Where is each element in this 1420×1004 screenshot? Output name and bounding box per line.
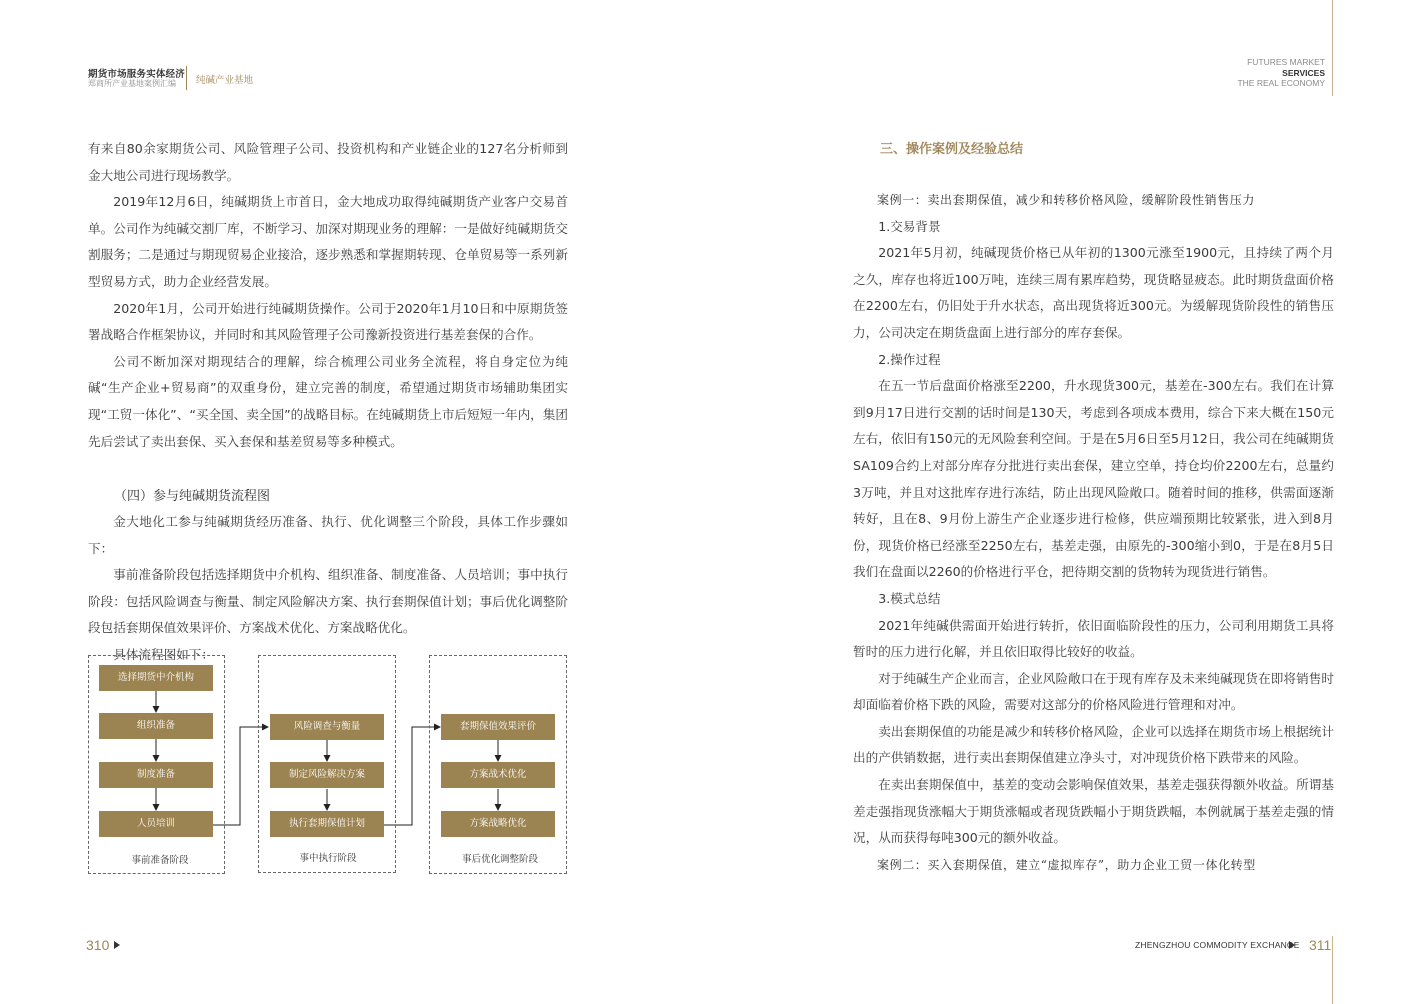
page-number-right: 311 [1309,937,1332,953]
subheading: 2.操作过程 [878,351,941,367]
flow-step: 方案战略优化 [441,811,555,837]
paragraph: 2021年5月初，纯碱现货价格已从年初的1300元涨至1900元，且持续了两个月之久，库存也将近100万吨，连续三周有累库趋势，现货略显疲态。此时期货盘面价格在2200左右，仍旧处于升水状态，高出现货将近300元。为缓解现货阶段性的销售压力，公司决定在期货盘面上进行部分的库存套保。 [853,245,1334,340]
flow-stage-label: 事前准备阶段 [131,855,189,866]
header-right-line1: FUTURES MARKET [1247,57,1325,67]
footer-exchange-name: ZHENGZHOU COMMODITY EXCHANGE [1135,940,1300,950]
right-page-body [853,187,1334,878]
paragraph: 卖出套期保值的功能是减少和转移价格风险，企业可以选择在期货市场上根据统计出的产供销数据，进行卖出套期保值建立净头寸，对冲现货价格下跌带来的风险。 [853,723,1334,766]
flow-step: 方案战术优化 [441,762,555,788]
case-title: 案例二：买入套期保值，建立“虚拟库存”，助力企业工贸一体化转型 [877,857,1256,872]
flow-step: 制定风险解决方案 [270,762,384,788]
paragraph: 金大地化工参与纯碱期货经历准备、执行、优化调整三个阶段，具体工作步骤如下： [88,514,568,556]
section-heading-flowchart: （四）参与纯碱期货流程图 [114,489,271,504]
flow-step: 套期保值效果评价 [441,714,555,740]
page-number-left: 310 [86,937,110,953]
header-right-line2: SERVICES [1282,67,1325,78]
running-header-subtitle: 郑商所产业基地案例汇编 [88,79,176,88]
paragraph: 公司不断加深对期现结合的理解，综合梳理公司业务全流程，将自身定位为纯碱“生产企业+贸易商”的双重身份，建立完善的制度，希望通过期货市场辅助集团实现“工贸一体化”、“买全国、卖全国”的战略目标。在纯碱期货上市后短短一年内，集团先后尝试了卖出套保、买入套保和基差贸易等多种模式。 [88,353,568,449]
flow-step: 组织准备 [99,713,213,739]
flow-step: 风险调查与衡量 [270,714,384,740]
flow-stage-label: 事后优化调整阶段 [461,854,538,865]
footer-edge-rule [1332,936,1333,1004]
header-right-line3: THE REAL ECONOMY [1237,78,1325,88]
triangle-right-icon [1289,941,1295,949]
running-header-title: 期货市场服务实体经济 [88,69,186,80]
paragraph: 2020年1月，公司开始进行纯碱期货操作。公司于2020年1月10日和中原期货签署战略合作框架协议，并同时和其风险管理子公司豫新投资进行基差套保的合作。 [88,300,568,343]
paragraph: 2021年纯碱供需面开始进行转折，依旧面临阶段性的压力，公司利用期货工具将暂时的压力进行化解，并且依旧取得比较好的收益。 [853,617,1334,660]
flow-step: 人员培训 [99,811,213,837]
section-heading-cases: 三、操作案例及经验总结 [880,142,1024,157]
paragraph: 有来自80余家期货公司、风险管理子公司、投资机构和产业链企业的127名分析师到金大地公司进行现场教学。 [88,141,568,183]
flow-stage-label: 事中执行阶段 [299,853,357,864]
paragraph: 在卖出套期保值中，基差的变动会影响保值效果，基差走强获得额外收益。所谓基差走强指现货涨幅大于期货涨幅或者现货跌幅小于期货跌幅，本例就属于基差走强的情况，从而获得每吨300元的额外收益。 [853,777,1334,846]
subheading: 1.交易背景 [878,218,941,234]
running-header-section: 纯碱产业基地 [196,75,254,86]
paragraph: 2019年12月6日，纯碱期货上市首日，金大地成功取得纯碱期货产业客户交易首单。公司作为纯碱交割厂库，不断学习、加深对期现业务的理解：一是做好纯碱期货交割服务；二是通过与期现贸易企业接洽，逐步熟悉和掌握期转现、仓单贸易等一系列新型贸易方式，助力企业经营发展。 [88,194,568,289]
paragraph: 事前准备阶段包括选择期货中介机构、组织准备、制度准备、人员培训；事中执行阶段：包括风险调查与衡量、制定风险解决方案、执行套期保值计划；事后优化调整阶段包括套期保值效果评价、方案战术优化、方案战略优化。 [88,567,568,636]
flow-step: 选择期货中介机构 [99,665,213,691]
paragraph: 对于纯碱生产企业而言，企业风险敞口在于现有库存及未来纯碱现货在即将销售时却面临着价格下跌的风险，需要对这部分的价格风险进行管理和对冲。 [853,670,1334,713]
paragraph: 具体流程图如下： [113,646,214,662]
triangle-right-icon [114,941,120,949]
flow-step: 执行套期保值计划 [270,811,384,837]
case-title: 案例一：卖出套期保值，减少和转移价格风险，缓解阶段性销售压力 [877,193,1256,207]
paragraph: 在五一节后盘面价格涨至2200，升水现货300元，基差在-300左右。我们在计算到9月17日进行交割的话时间是130天，考虑到各项成本费用，综合下来大概在150元左右，依旧有150元的无风险套利空间。于是在5月6日至5月12日，我公司在纯碱期货SA109合约上对部分库存分批进行卖出套保，建立空单，持仓均价2200左右，总量约3万吨，并且对这批库存进行冻结，防止出现风险敞口。随着时间的推移，供需面逐渐转好，且在8、9月份上游生产企业逐步进行检修，供应端预期比较紧张，进入到8月份，现货价格已经涨至2250左右，基差走强，由原先的-300缩小到0，于是在8月5日我们在盘面以2260的价格进行平仓，把待期交割的货物转为现货进行销售。 [853,378,1334,580]
subheading: 3.模式总结 [878,590,941,606]
flow-step: 制度准备 [99,762,213,788]
